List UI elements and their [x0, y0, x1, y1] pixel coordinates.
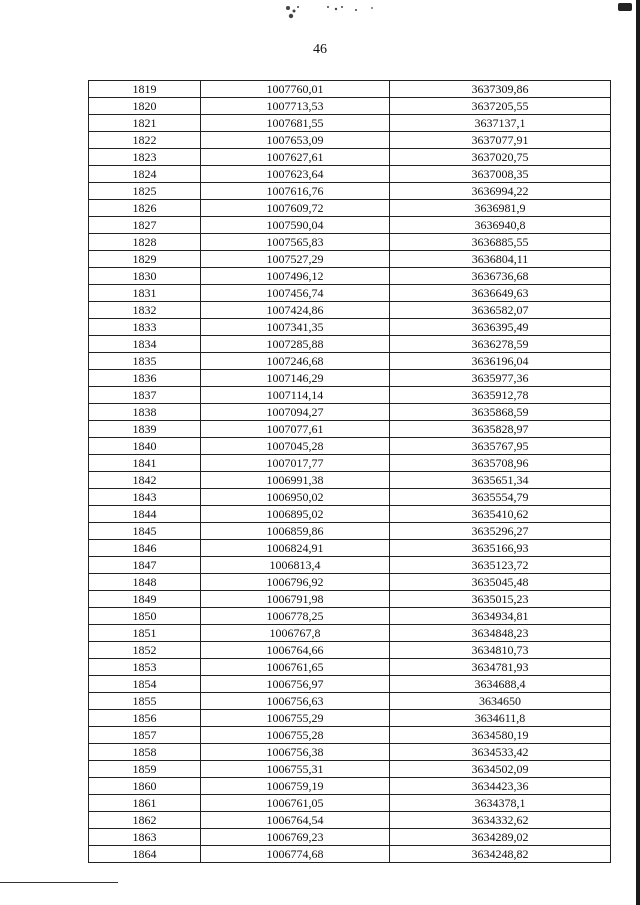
table-row — [89, 183, 611, 200]
table-row — [89, 744, 611, 761]
point-number-cell: 1822 — [89, 132, 201, 149]
x-coordinate-cell: 1006778,25 — [201, 608, 390, 625]
y-coordinate-cell: 3636649,63 — [390, 285, 611, 302]
point-number-cell: 1850 — [89, 608, 201, 625]
table-row — [89, 217, 611, 234]
table-row — [89, 387, 611, 404]
table-row — [89, 761, 611, 778]
y-coordinate-cell: 3635708,96 — [390, 455, 611, 472]
point-number-cell: 1857 — [89, 727, 201, 744]
point-number-cell: 1827 — [89, 217, 201, 234]
point-number-cell: 1838 — [89, 404, 201, 421]
point-number-cell: 1858 — [89, 744, 201, 761]
page-number: 46 — [313, 42, 327, 57]
x-coordinate-cell: 1006756,63 — [201, 693, 390, 710]
point-number-cell: 1821 — [89, 115, 201, 132]
point-number-cell: 1846 — [89, 540, 201, 557]
y-coordinate-cell: 3637020,75 — [390, 149, 611, 166]
point-number-cell: 1848 — [89, 574, 201, 591]
x-coordinate-cell: 1006895,02 — [201, 506, 390, 523]
x-coordinate-cell: 1006755,31 — [201, 761, 390, 778]
x-coordinate-cell: 1007653,09 — [201, 132, 390, 149]
table-row — [89, 540, 611, 557]
table-row — [89, 268, 611, 285]
table-row — [89, 506, 611, 523]
point-number-cell: 1863 — [89, 829, 201, 846]
x-coordinate-cell: 1007456,74 — [201, 285, 390, 302]
point-number-cell: 1830 — [89, 268, 201, 285]
table-row — [89, 302, 611, 319]
x-coordinate-cell: 1007713,53 — [201, 98, 390, 115]
x-coordinate-cell: 1007616,76 — [201, 183, 390, 200]
point-number-cell: 1837 — [89, 387, 201, 404]
y-coordinate-cell: 3635977,36 — [390, 370, 611, 387]
point-number-cell: 1855 — [89, 693, 201, 710]
x-coordinate-cell: 1007590,04 — [201, 217, 390, 234]
y-coordinate-cell: 3636736,68 — [390, 268, 611, 285]
y-coordinate-cell: 3636804,11 — [390, 251, 611, 268]
x-coordinate-cell: 1007146,29 — [201, 370, 390, 387]
scan-artifact-top — [268, 2, 388, 22]
x-coordinate-cell: 1007681,55 — [201, 115, 390, 132]
x-coordinate-cell: 1007077,61 — [201, 421, 390, 438]
y-coordinate-cell: 3635554,79 — [390, 489, 611, 506]
x-coordinate-cell: 1006764,54 — [201, 812, 390, 829]
table-row — [89, 472, 611, 489]
x-coordinate-cell: 1006769,23 — [201, 829, 390, 846]
coordinates-table-body — [89, 81, 611, 863]
y-coordinate-cell: 3635767,95 — [390, 438, 611, 455]
table-row — [89, 455, 611, 472]
x-coordinate-cell: 1007496,12 — [201, 268, 390, 285]
x-coordinate-cell: 1007246,68 — [201, 353, 390, 370]
x-coordinate-cell: 1006824,91 — [201, 540, 390, 557]
point-number-cell: 1828 — [89, 234, 201, 251]
y-coordinate-cell: 3635166,93 — [390, 540, 611, 557]
table-row — [89, 404, 611, 421]
table-row — [89, 353, 611, 370]
x-coordinate-cell: 1006950,02 — [201, 489, 390, 506]
point-number-cell: 1839 — [89, 421, 201, 438]
x-coordinate-cell: 1006774,68 — [201, 846, 390, 863]
table-row — [89, 710, 611, 727]
point-number-cell: 1829 — [89, 251, 201, 268]
table-row — [89, 438, 611, 455]
table-row — [89, 795, 611, 812]
table-row — [89, 149, 611, 166]
x-coordinate-cell: 1007017,77 — [201, 455, 390, 472]
x-coordinate-cell: 1006759,19 — [201, 778, 390, 795]
point-number-cell: 1835 — [89, 353, 201, 370]
table-row — [89, 370, 611, 387]
table-row — [89, 336, 611, 353]
table-row — [89, 489, 611, 506]
y-coordinate-cell: 3634650 — [390, 693, 611, 710]
y-coordinate-cell: 3636994,22 — [390, 183, 611, 200]
x-coordinate-cell: 1007285,88 — [201, 336, 390, 353]
x-coordinate-cell: 1006755,28 — [201, 727, 390, 744]
y-coordinate-cell: 3636196,04 — [390, 353, 611, 370]
y-coordinate-cell: 3635045,48 — [390, 574, 611, 591]
y-coordinate-cell: 3635651,34 — [390, 472, 611, 489]
y-coordinate-cell: 3635828,97 — [390, 421, 611, 438]
y-coordinate-cell: 3634423,36 — [390, 778, 611, 795]
point-number-cell: 1824 — [89, 166, 201, 183]
table-row — [89, 659, 611, 676]
point-number-cell: 1847 — [89, 557, 201, 574]
y-coordinate-cell: 3636940,8 — [390, 217, 611, 234]
y-coordinate-cell: 3634688,4 — [390, 676, 611, 693]
x-coordinate-cell: 1007045,28 — [201, 438, 390, 455]
y-coordinate-cell: 3636582,07 — [390, 302, 611, 319]
x-coordinate-cell: 1007341,35 — [201, 319, 390, 336]
point-number-cell: 1832 — [89, 302, 201, 319]
y-coordinate-cell: 3634934,81 — [390, 608, 611, 625]
x-coordinate-cell: 1006791,98 — [201, 591, 390, 608]
point-number-cell: 1840 — [89, 438, 201, 455]
table-row — [89, 234, 611, 251]
table-row — [89, 829, 611, 846]
x-coordinate-cell: 1007760,01 — [201, 81, 390, 98]
y-coordinate-cell: 3634533,42 — [390, 744, 611, 761]
table-row — [89, 557, 611, 574]
point-number-cell: 1853 — [89, 659, 201, 676]
point-number-cell: 1861 — [89, 795, 201, 812]
point-number-cell: 1820 — [89, 98, 201, 115]
x-coordinate-cell: 1006991,38 — [201, 472, 390, 489]
y-coordinate-cell: 3637008,35 — [390, 166, 611, 183]
table-row — [89, 285, 611, 302]
table-row — [89, 846, 611, 863]
point-number-cell: 1841 — [89, 455, 201, 472]
point-number-cell: 1819 — [89, 81, 201, 98]
point-number-cell: 1844 — [89, 506, 201, 523]
table-row — [89, 523, 611, 540]
y-coordinate-cell: 3635123,72 — [390, 557, 611, 574]
y-coordinate-cell: 3636981,9 — [390, 200, 611, 217]
coordinates-table — [88, 80, 611, 863]
x-coordinate-cell: 1006813,4 — [201, 557, 390, 574]
point-number-cell: 1836 — [89, 370, 201, 387]
point-number-cell: 1856 — [89, 710, 201, 727]
y-coordinate-cell: 3637077,91 — [390, 132, 611, 149]
point-number-cell: 1854 — [89, 676, 201, 693]
x-coordinate-cell: 1006756,38 — [201, 744, 390, 761]
table-row — [89, 319, 611, 336]
table-row — [89, 200, 611, 217]
point-number-cell: 1831 — [89, 285, 201, 302]
y-coordinate-cell: 3634810,73 — [390, 642, 611, 659]
point-number-cell: 1851 — [89, 625, 201, 642]
x-coordinate-cell: 1007424,86 — [201, 302, 390, 319]
point-number-cell: 1864 — [89, 846, 201, 863]
x-coordinate-cell: 1007627,61 — [201, 149, 390, 166]
y-coordinate-cell: 3635296,27 — [390, 523, 611, 540]
y-coordinate-cell: 3637205,55 — [390, 98, 611, 115]
point-number-cell: 1842 — [89, 472, 201, 489]
table-row — [89, 251, 611, 268]
y-coordinate-cell: 3637309,86 — [390, 81, 611, 98]
table-row — [89, 591, 611, 608]
y-coordinate-cell: 3636395,49 — [390, 319, 611, 336]
table-row — [89, 98, 611, 115]
point-number-cell: 1833 — [89, 319, 201, 336]
point-number-cell: 1823 — [89, 149, 201, 166]
table-row — [89, 81, 611, 98]
x-coordinate-cell: 1007094,27 — [201, 404, 390, 421]
y-coordinate-cell: 3635410,62 — [390, 506, 611, 523]
table-row — [89, 115, 611, 132]
x-coordinate-cell: 1006764,66 — [201, 642, 390, 659]
point-number-cell: 1862 — [89, 812, 201, 829]
y-coordinate-cell: 3637137,1 — [390, 115, 611, 132]
x-coordinate-cell: 1006767,8 — [201, 625, 390, 642]
table-row — [89, 693, 611, 710]
table-row — [89, 778, 611, 795]
table-row — [89, 166, 611, 183]
x-coordinate-cell: 1007114,14 — [201, 387, 390, 404]
y-coordinate-cell: 3634781,93 — [390, 659, 611, 676]
point-number-cell: 1834 — [89, 336, 201, 353]
x-coordinate-cell: 1007623,64 — [201, 166, 390, 183]
table-row — [89, 574, 611, 591]
y-coordinate-cell: 3634580,19 — [390, 727, 611, 744]
y-coordinate-cell: 3634378,1 — [390, 795, 611, 812]
y-coordinate-cell: 3635015,23 — [390, 591, 611, 608]
table-row — [89, 608, 611, 625]
table-row — [89, 421, 611, 438]
point-number-cell: 1852 — [89, 642, 201, 659]
point-number-cell: 1843 — [89, 489, 201, 506]
table-row — [89, 642, 611, 659]
point-number-cell: 1845 — [89, 523, 201, 540]
point-number-cell: 1826 — [89, 200, 201, 217]
y-coordinate-cell: 3635912,78 — [390, 387, 611, 404]
y-coordinate-cell: 3634502,09 — [390, 761, 611, 778]
x-coordinate-cell: 1006796,92 — [201, 574, 390, 591]
scan-edge-right — [636, 0, 640, 905]
x-coordinate-cell: 1006756,97 — [201, 676, 390, 693]
y-coordinate-cell: 3634611,8 — [390, 710, 611, 727]
point-number-cell: 1849 — [89, 591, 201, 608]
point-number-cell: 1859 — [89, 761, 201, 778]
y-coordinate-cell: 3635868,59 — [390, 404, 611, 421]
point-number-cell: 1825 — [89, 183, 201, 200]
bottom-rule — [0, 882, 118, 883]
y-coordinate-cell: 3634248,82 — [390, 846, 611, 863]
table-row — [89, 132, 611, 149]
x-coordinate-cell: 1007609,72 — [201, 200, 390, 217]
x-coordinate-cell: 1006859,86 — [201, 523, 390, 540]
table-row — [89, 812, 611, 829]
x-coordinate-cell: 1006755,29 — [201, 710, 390, 727]
x-coordinate-cell: 1007565,83 — [201, 234, 390, 251]
point-number-cell: 1860 — [89, 778, 201, 795]
scan-corner-mark — [618, 3, 632, 11]
table-row — [89, 727, 611, 744]
y-coordinate-cell: 3634289,02 — [390, 829, 611, 846]
table-row — [89, 625, 611, 642]
y-coordinate-cell: 3636885,55 — [390, 234, 611, 251]
x-coordinate-cell: 1007527,29 — [201, 251, 390, 268]
x-coordinate-cell: 1006761,65 — [201, 659, 390, 676]
y-coordinate-cell: 3636278,59 — [390, 336, 611, 353]
x-coordinate-cell: 1006761,05 — [201, 795, 390, 812]
table-row — [89, 676, 611, 693]
y-coordinate-cell: 3634332,62 — [390, 812, 611, 829]
y-coordinate-cell: 3634848,23 — [390, 625, 611, 642]
